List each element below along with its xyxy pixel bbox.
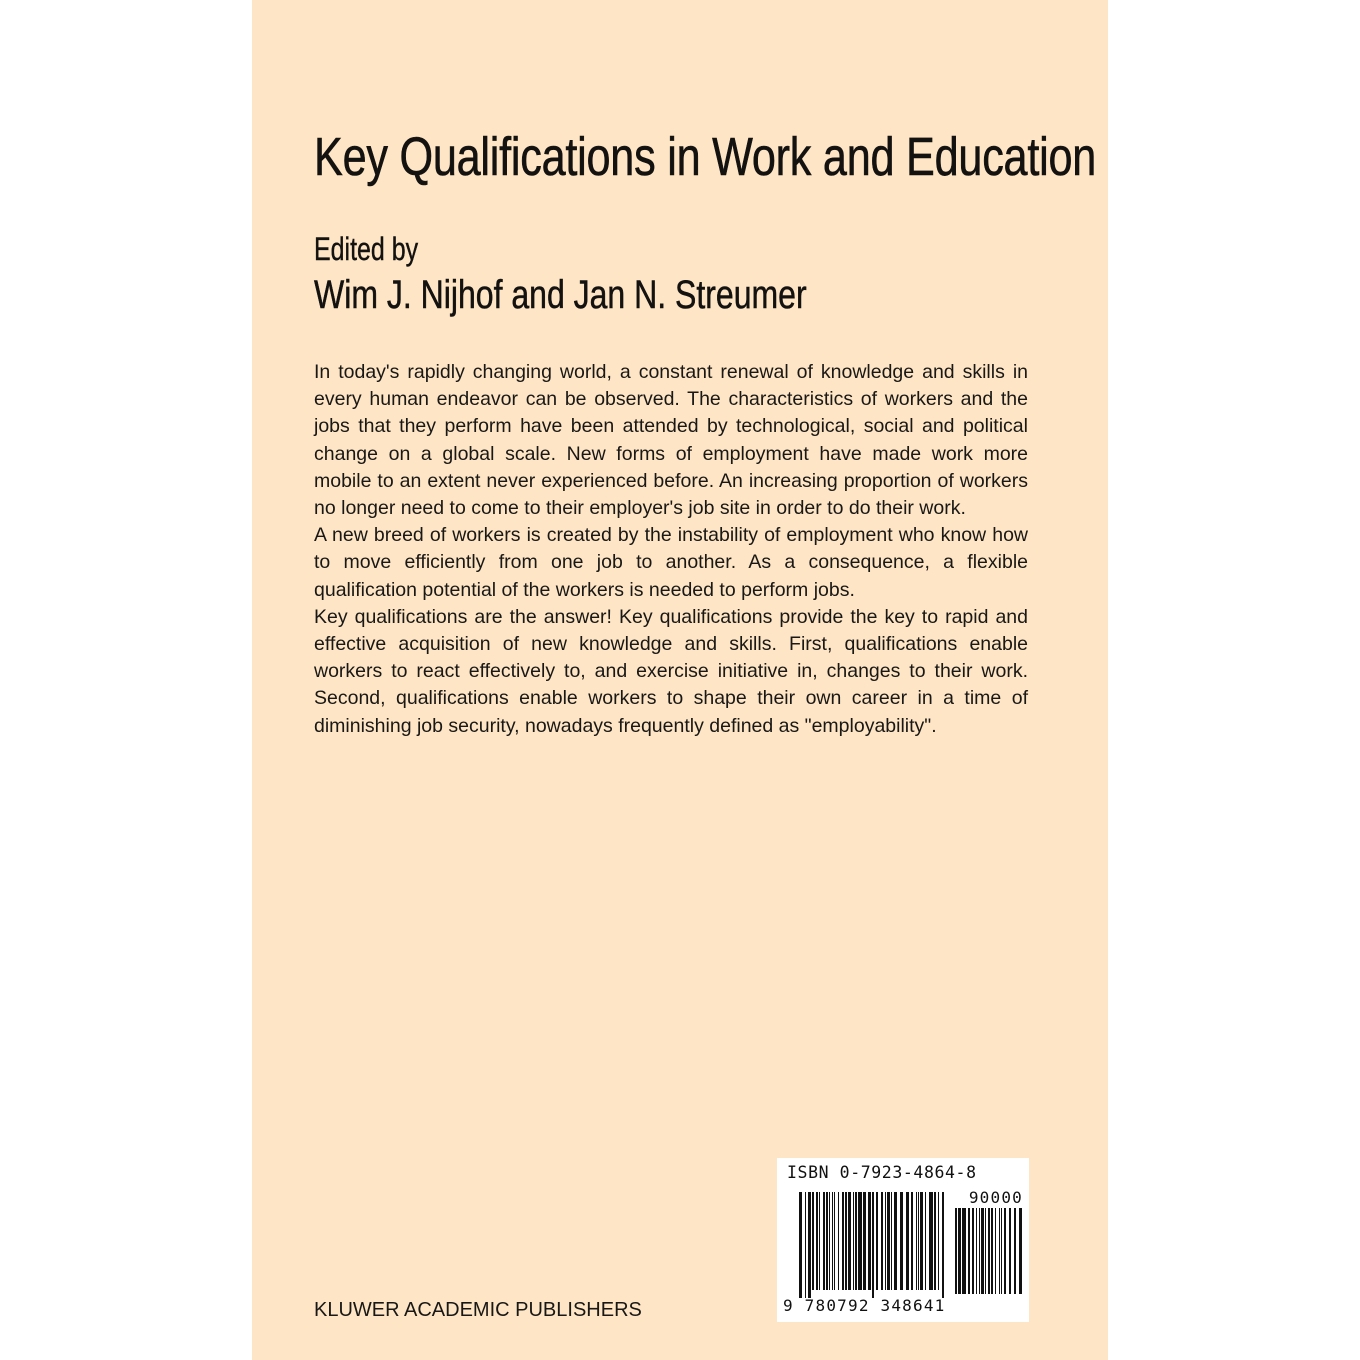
isbn-number: ISBN 0-7923-4864-8 [787, 1163, 977, 1182]
barcode-bar [1009, 1208, 1011, 1294]
barcode-bar [808, 1192, 811, 1298]
barcode-bar [894, 1192, 897, 1290]
barcode-bar [911, 1192, 913, 1290]
barcode-bar [900, 1192, 903, 1290]
barcode-bar [853, 1192, 854, 1290]
barcode-bar [872, 1192, 874, 1298]
barcode-bar [891, 1192, 892, 1290]
ean-digits: 9 780792 348641 [783, 1296, 946, 1315]
back-cover [252, 0, 1108, 1360]
barcode-bar [823, 1192, 825, 1290]
barcode-bar [829, 1192, 830, 1290]
barcode-bar [938, 1192, 939, 1290]
barcode-bar [906, 1192, 909, 1290]
barcode-bar [929, 1192, 933, 1290]
barcode-bar [962, 1208, 966, 1294]
barcode-bar [868, 1192, 871, 1290]
barcode-bar [976, 1208, 977, 1294]
barcode-bar [876, 1192, 878, 1290]
barcode-bar [832, 1192, 833, 1290]
barcode-bar [812, 1192, 814, 1290]
barcode-bar [988, 1208, 990, 1294]
barcode-bar [916, 1192, 917, 1290]
barcode-bar [920, 1192, 923, 1290]
barcode-bar [979, 1208, 980, 1294]
barcode-bar [885, 1192, 886, 1290]
barcode-bar [834, 1192, 835, 1290]
barcode-bar [972, 1208, 974, 1294]
barcode-bar [842, 1192, 844, 1290]
barcode-bar [881, 1192, 883, 1290]
barcode-bar [863, 1192, 866, 1290]
barcode-bar [968, 1208, 970, 1294]
barcode-bar [1004, 1208, 1006, 1294]
barcode-bar [1001, 1208, 1002, 1294]
barcode-bar [858, 1192, 862, 1290]
barcode-bar [855, 1192, 857, 1290]
barcode-bar [887, 1192, 890, 1290]
blurb-paragraph-1: In today's rapidly changing world, a constant renewal of knowledge and skills in every human endeavor can be observed. The characteristics of workers and the jobs that they perform have been attended by technological, social and political change on a global scale. New forms of employment have made work more mobile to an extent never experienced before. An increasing proportion of workers no longer need to come to their employer's job site in order to do their work. [314, 361, 1028, 520]
barcode-bar [816, 1192, 818, 1290]
barcode-label [777, 1158, 1029, 1322]
barcode-bar [955, 1208, 957, 1294]
barcode-bar [805, 1192, 806, 1298]
barcode-bar [999, 1208, 1000, 1294]
editors-names: Wim J. Nijhof and Jan N. Streumer [314, 273, 807, 317]
price-code: 90000 [968, 1188, 1023, 1207]
blurb-paragraph-3: Key qualifications are the answer! Key qualifications provide the key to rapid and effective acquisition of new knowledge and skills. First, qualifications enable workers to react effectively to, and exercise initiative in, changes to their work. Second, qualifications enable workers to shape their own career in a time of diminishing job security, nowadays frequently defined as "employability". [314, 605, 1028, 737]
barcode-bar [838, 1192, 839, 1290]
book-title: Key Qualifications in Work and Education [314, 127, 1097, 187]
barcode-bar [1019, 1208, 1022, 1294]
publisher-name: KLUWER ACADEMIC PUBLISHERS [314, 1299, 642, 1321]
blurb-text [314, 359, 1028, 740]
barcode-bar [991, 1208, 993, 1294]
barcode-bar [985, 1208, 986, 1294]
edited-by-label: Edited by [314, 231, 419, 267]
barcode-bar [934, 1192, 936, 1290]
barcode-bar [845, 1192, 847, 1290]
barcode-bar [848, 1192, 851, 1290]
barcode-bar [826, 1192, 828, 1290]
barcode-bar [958, 1208, 961, 1294]
barcode-bar [925, 1192, 926, 1290]
blurb-paragraph-2: A new breed of workers is created by the instability of employment who know how to move efficiently from one job to another. As a consequence, a flexible qualification potential of the workers is needed to perform jobs. [314, 524, 1028, 601]
barcode-bar [1014, 1208, 1016, 1294]
barcode-bar [819, 1192, 820, 1290]
barcode-bar [918, 1192, 919, 1290]
barcode-bar [995, 1208, 996, 1294]
barcode-bar [799, 1192, 802, 1298]
barcode-bar [942, 1192, 944, 1298]
barcode-bar [981, 1208, 984, 1294]
